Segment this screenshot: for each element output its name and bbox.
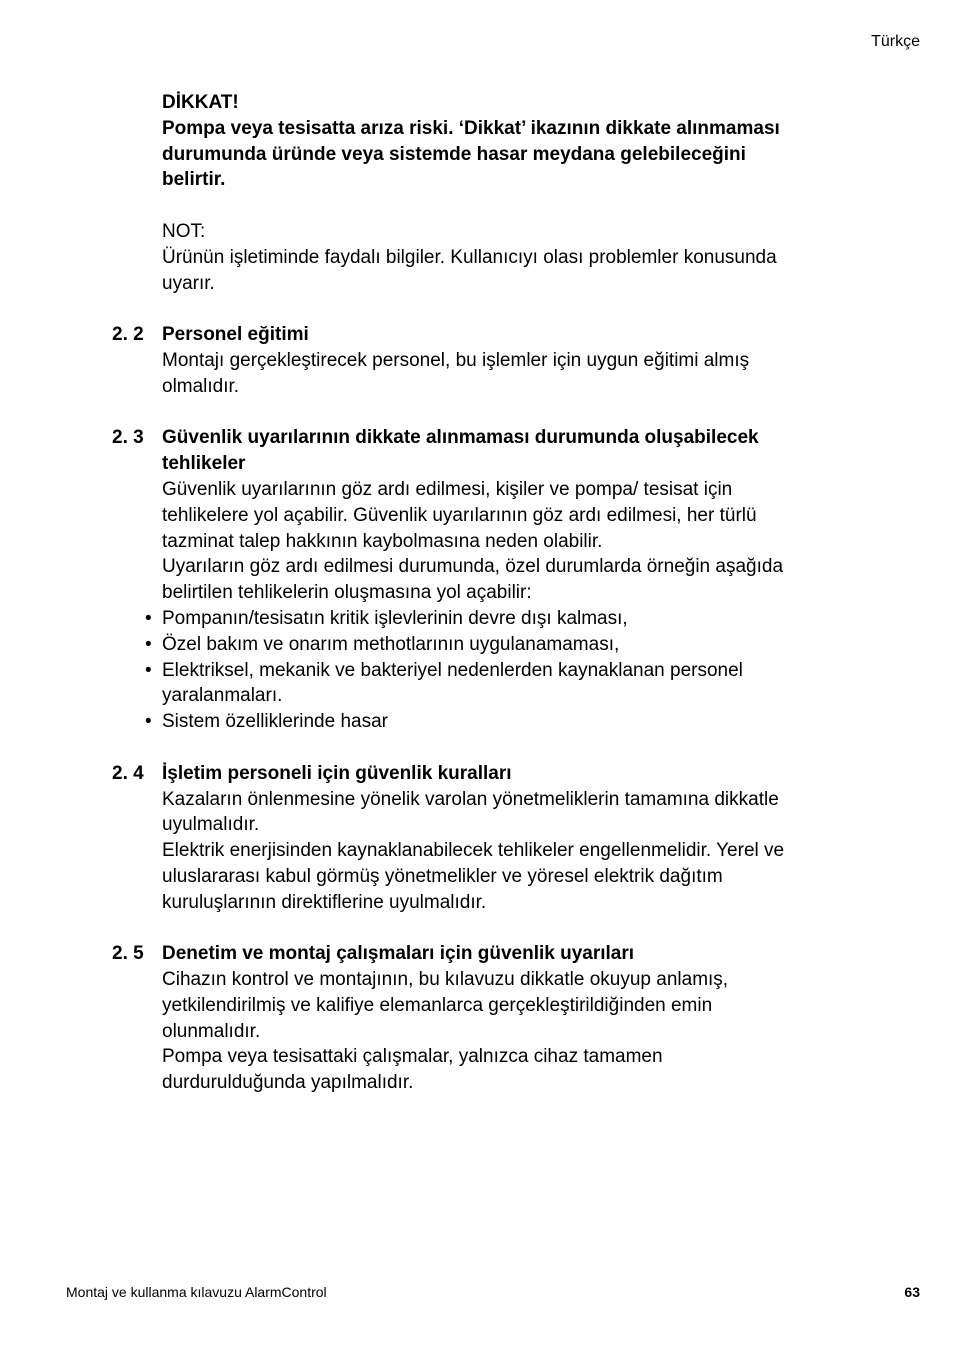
bullet-list-item bbox=[145, 632, 842, 658]
caution-line: belirtir. bbox=[162, 169, 226, 191]
section-title: Denetim ve montaj çalışmaları için güvenlik uyarıları bbox=[162, 943, 635, 965]
bullet-list-item bbox=[145, 658, 842, 710]
section-2-5 bbox=[0, 941, 954, 1096]
caution-heading: DİKKAT! bbox=[162, 92, 239, 113]
section-number: 2. 2 bbox=[112, 324, 144, 346]
caution-block bbox=[162, 90, 842, 193]
page-content bbox=[0, 90, 954, 1096]
section-body-line: tazminat talep hakkının kaybolmasına neden olabilir. bbox=[162, 530, 603, 552]
bullet-list-item bbox=[145, 709, 842, 735]
section-body-line: yetkilendirilmiş ve kalifiye elemanlarca gerçekleştirildiğinden emin bbox=[162, 994, 713, 1016]
bullet-text: Elektriksel, mekanik ve bakteriyel nedenlerden kaynaklanan personel bbox=[162, 659, 743, 681]
section-body-line: durdurulduğunda yapılmalıdır. bbox=[162, 1072, 414, 1094]
section-title: tehlikeler bbox=[162, 453, 246, 475]
note-line: uyarır. bbox=[162, 272, 215, 294]
section-2-4 bbox=[0, 761, 954, 916]
section-body-line: olmalıdır. bbox=[162, 375, 240, 397]
section-body-line: Güvenlik uyarılarının göz ardı edilmesi, kişiler ve pompa/ tesisat için bbox=[162, 478, 733, 500]
section-body-line: Uyarıların göz ardı edilmesi durumunda, özel durumlarda örneğin aşağıda bbox=[162, 556, 784, 578]
footer-document-title: Montaj ve kullanma kılavuzu AlarmControl bbox=[66, 1284, 327, 1300]
section-body-line: olunmalıdır. bbox=[162, 1020, 261, 1042]
section-body-line: Cihazın kontrol ve montajının, bu kılavuzu dikkatle okuyup anlamış, bbox=[162, 969, 729, 991]
bullet-text: Özel bakım ve onarım methotlarının uygulanamaması, bbox=[162, 633, 620, 655]
section-body-line: belirtilen tehlikelerin oluşmasına yol açabilir: bbox=[162, 582, 532, 604]
section-body-line: uyulmalıdır. bbox=[162, 814, 260, 836]
section-body-line: uluslararası kabul görmüş yönetmelikler ve yöresel elektrik dağıtım bbox=[162, 865, 723, 887]
section-body-line: Elektrik enerjisinden kaynaklanabilecek tehlikeler engellenmelidir. Yerel ve bbox=[162, 840, 785, 862]
section-title: Personel eğitimi bbox=[162, 324, 309, 346]
bullet-icon: • bbox=[145, 633, 152, 655]
section-title: İşletim personeli için güvenlik kuralları bbox=[162, 762, 512, 784]
section-body-line: Pompa veya tesisattaki çalışmalar, yalnızca cihaz tamamen bbox=[162, 1046, 663, 1068]
section-number: 2. 5 bbox=[112, 943, 144, 965]
section-body-line: Kazaların önlenmesine yönelik varolan yönetmeliklerin tamamına dikkatle bbox=[162, 788, 779, 810]
bullet-text: Pompanın/tesisatın kritik işlevlerinin devre dışı kalması, bbox=[162, 607, 628, 629]
bullet-list-item bbox=[145, 606, 842, 632]
section-body-line: kuruluşlarının direktiflerine uyulmalıdır. bbox=[162, 891, 487, 913]
caution-line: Pompa veya tesisatta arıza riski. ‘Dikkat’ ikazının dikkate alınmaması bbox=[162, 117, 780, 139]
section-title: Güvenlik uyarılarının dikkate alınmaması durumunda oluşabilecek bbox=[162, 427, 759, 449]
bullet-icon: • bbox=[145, 659, 152, 681]
caution-line: durumunda üründe veya sistemde hasar meydana gelebileceğini bbox=[162, 143, 746, 165]
language-label: Türkçe bbox=[871, 33, 920, 50]
section-number: 2. 3 bbox=[112, 427, 144, 449]
section-2-3 bbox=[0, 425, 954, 735]
note-block bbox=[162, 219, 842, 296]
section-2-2 bbox=[0, 322, 954, 399]
note-line: Ürünün işletiminde faydalı bilgiler. Kullanıcıyı olası problemler konusunda bbox=[162, 246, 777, 268]
bullet-text: yaralanmaları. bbox=[162, 685, 283, 707]
section-number: 2. 4 bbox=[112, 762, 144, 784]
bullet-icon: • bbox=[145, 711, 152, 733]
bullet-text: Sistem özelliklerinde hasar bbox=[162, 711, 388, 733]
note-heading: NOT: bbox=[162, 220, 206, 242]
bullet-icon: • bbox=[145, 607, 152, 629]
section-body-line: Montajı gerçekleştirecek personel, bu işlemler için uygun eğitimi almış bbox=[162, 349, 750, 371]
page-number: 63 bbox=[904, 1284, 920, 1300]
section-body-line: tehlikelere yol açabilir. Güvenlik uyarılarının göz ardı edilmesi, her türlü bbox=[162, 504, 757, 526]
